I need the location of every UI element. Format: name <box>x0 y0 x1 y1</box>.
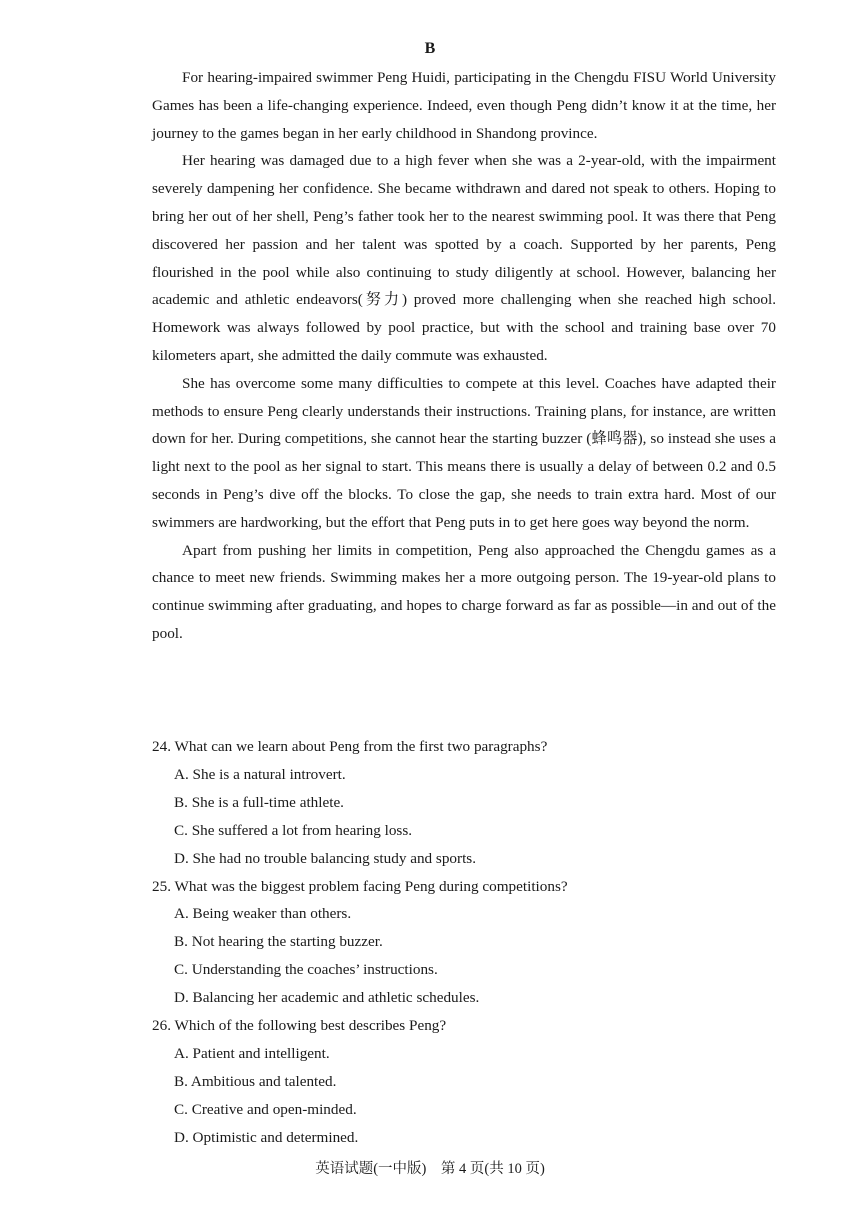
question-26 <box>152 1012 776 1152</box>
passage-paragraph-4: Apart from pushing her limits in competition, Peng also approached the Chengdu games as a chance to meet new friends. Swimming makes her a more outgoing person. The 19-year-old plans to continue swimming after graduating, and hopes to charge forward as far as possible—in and out of the pool. <box>152 541 776 642</box>
page-footer: 英语试题(一中版) 第 4 页(共 10 页) <box>315 1161 545 1177</box>
passage-paragraph-1: For hearing-impaired swimmer Peng Huidi, participating in the Chengdu FISU World University Games has been a life-changing experience. Indeed, even though Peng didn’t know it at the time, her journey to the games began in her early childhood in Shandong province. <box>152 69 776 142</box>
option-c: C. She suffered a lot from hearing loss. <box>174 821 413 839</box>
option-b: B. Ambitious and talented. <box>174 1072 337 1090</box>
option-d: D. Optimistic and determined. <box>174 1128 359 1146</box>
section-label: B <box>424 40 436 57</box>
option-a: A. Patient and intelligent. <box>174 1044 330 1062</box>
option-c: C. Creative and open-minded. <box>174 1100 357 1118</box>
reading-passage <box>152 64 776 648</box>
question-24 <box>152 733 776 873</box>
question-stem: 26. Which of the following best describes Peng? <box>152 1017 447 1035</box>
question-list <box>152 733 776 1152</box>
question-stem: 25. What was the biggest problem facing Peng during competitions? <box>152 877 568 895</box>
option-b: B. Not hearing the starting buzzer. <box>174 933 383 951</box>
option-a: A. She is a natural introvert. <box>174 765 346 783</box>
question-stem: 24. What can we learn about Peng from the first two paragraphs? <box>152 738 548 755</box>
option-a: A. Being weaker than others. <box>174 905 352 923</box>
passage-paragraph-3: She has overcome some many difficulties to compete at this level. Coaches have adapted their methods to ensure Peng clearly understands their instructions. Training plans, for instance, are written down for her. During competitions, she cannot hear the starting buzzer (蜂鸣器), so instead she uses a light next to the pool as her signal to start. This means there is usually a delay of between 0.2 and 0.5 seconds in Peng’s dive off the blocks. To close the gap, she needs to train extra hard. Most of our swimmers are hardworking, but the effort that Peng puts in to get here goes way beyond the norm. <box>152 374 776 531</box>
option-d: D. Balancing her academic and athletic schedules. <box>174 989 480 1007</box>
option-b: B. She is a full-time athlete. <box>174 793 344 811</box>
option-c: C. Understanding the coaches’ instructions. <box>174 961 438 979</box>
question-25 <box>152 873 776 1013</box>
passage-paragraph-2: Her hearing was damaged due to a high fever when she was a 2-year-old, with the impairment severely dampening her confidence. She became withdrawn and dared not speak to others. Hoping to bring her out of her shell, Peng’s father took her to the nearest swimming pool. It was there that Peng discovered her passion and her talent was spotted by a coach. Supported by her parents, Peng flourished in the pool while also continuing to study diligently at school. However, balancing her academic and athletic endeavors(努力) proved more challenging when she reached high school. Homework was always followed by pool practice, but with the school and training base over 70 kilometers apart, she admitted the daily commute was exhausted. <box>152 152 776 364</box>
option-d: D. She had no trouble balancing study and sports. <box>174 849 477 867</box>
